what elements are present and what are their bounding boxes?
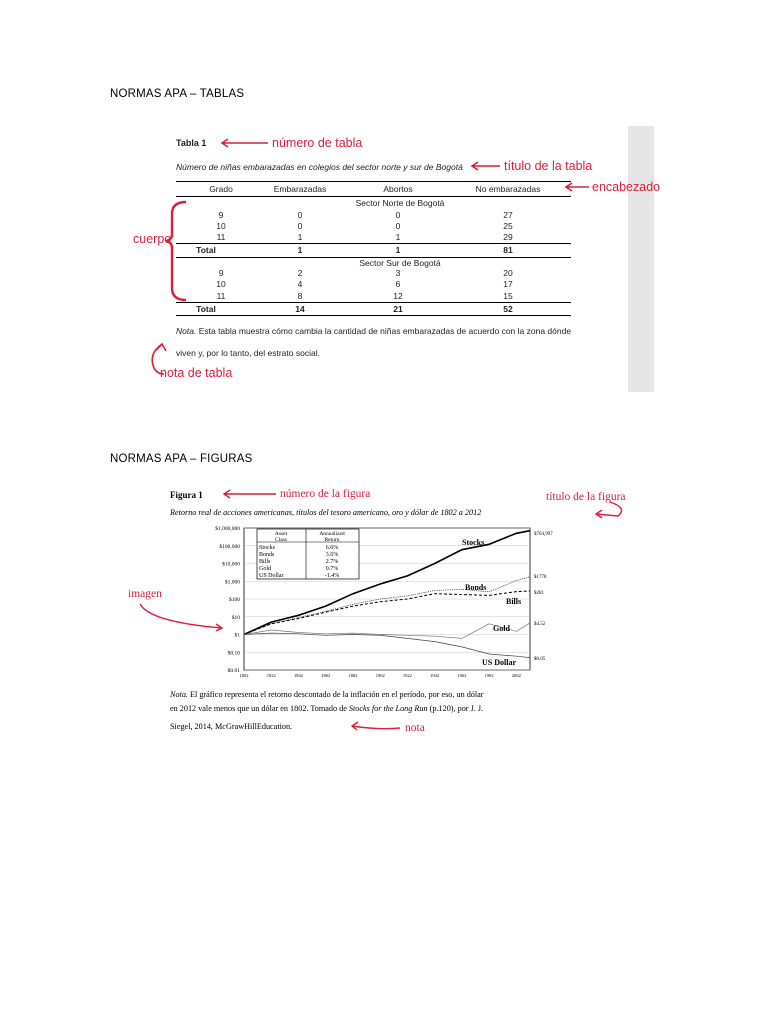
annotation-table-body: cuerpo	[133, 232, 172, 246]
annotation-figure-title: título de la figura	[546, 491, 626, 503]
note-text: Esta tabla muestra cómo cambia la cantidad de niñas embarazadas de acuerdo con la zona dónde	[198, 326, 572, 336]
x-tick-label: 1862	[321, 673, 331, 678]
arrow-left-icon	[224, 490, 276, 498]
table-cell: 1	[297, 232, 303, 242]
table-number: Tabla 1	[176, 138, 207, 148]
arrow-left-icon	[566, 183, 589, 191]
table-note-line2: viven y, por lo tanto, del estrato social.	[176, 348, 320, 358]
end-value: $0.05	[534, 657, 546, 662]
table-cell: 8	[297, 291, 303, 301]
annotation-table-header: encabezado	[592, 180, 661, 194]
note-label: Nota.	[176, 326, 197, 336]
table-cell: 4	[297, 279, 303, 289]
table-cell: 0	[297, 221, 303, 231]
arrow-left-icon	[472, 162, 500, 170]
table-cell: Total	[196, 245, 216, 255]
table-cell: Total	[196, 304, 216, 314]
series-label-stocks: Stocks	[462, 538, 485, 547]
table-annotation-arrows	[0, 0, 768, 420]
table-cell: 0	[297, 210, 303, 220]
series-label-usdollar: US Dollar	[482, 658, 516, 667]
section-title: Sector Norte de Bogotá	[355, 198, 445, 208]
annotation-table-note: nota de tabla	[160, 366, 233, 380]
legend-return: 0.7%	[325, 566, 339, 572]
x-tick-label: 1922	[402, 673, 412, 678]
y-tick-label: $0.10	[227, 650, 240, 657]
table-cell: 9	[218, 268, 224, 278]
series-label-bills: Bills	[506, 597, 522, 606]
table-cell: 15	[503, 291, 513, 301]
table-cell: 10	[216, 221, 226, 231]
y-tick-label: $1,000	[224, 579, 240, 586]
col-header: No embarazadas	[475, 184, 541, 194]
y-tick-label: $10	[231, 614, 240, 621]
table-cell: 3	[395, 268, 401, 278]
curved-arrow-icon	[140, 604, 222, 631]
figure-note-line3: Siegel, 2014, McGrawHillEducation.	[170, 722, 293, 731]
table-cell: 9	[218, 210, 224, 220]
y-tick-label: $1,000,000	[215, 526, 240, 532]
table-cell: 25	[503, 221, 513, 231]
y-tick-label: $100	[229, 597, 240, 603]
series-line-bonds	[244, 577, 530, 635]
table-cell: 21	[393, 304, 403, 314]
returns-legend-table	[257, 529, 359, 579]
x-tick-label: 1802	[239, 673, 249, 678]
heading-figures: NORMAS APA – FIGURAS	[110, 453, 253, 465]
x-tick-label: 1882	[348, 673, 358, 678]
annotation-table-title: título de la tabla	[504, 159, 593, 173]
legend-col1-line1: Asset	[274, 531, 288, 537]
figure-note-line1: Nota. El gráfico representa el retorno descontado de la inflación en el período, por eso, un dólar	[170, 690, 484, 699]
x-tick-label: 1942	[430, 673, 440, 678]
legend-asset: US Dollar	[259, 573, 284, 579]
table-cell: 52	[503, 304, 513, 314]
legend-asset: Stocks	[259, 545, 276, 551]
legend-col2-line2: Return	[324, 537, 340, 543]
col-header: Abortos	[383, 184, 413, 194]
annotation-figure-number: número de la figura	[280, 488, 371, 500]
legend-return: 3.6%	[325, 552, 339, 558]
end-value: $281	[534, 591, 544, 596]
figure-number: Figura 1	[170, 490, 203, 500]
curly-brace-icon	[166, 202, 186, 300]
table-title: Número de niñas embarazadas en colegios del sector norte y sur de Bogotá	[176, 162, 463, 172]
end-value: $1778	[534, 575, 547, 580]
legend-return: 6.6%	[325, 545, 339, 551]
table-cell: 1	[395, 245, 401, 255]
figure-block	[0, 480, 768, 750]
table-cell: 11	[216, 232, 226, 242]
x-tick-label: 2002	[511, 673, 521, 678]
table-cell: 1	[297, 245, 303, 255]
y-tick-label: $0.01	[227, 668, 240, 674]
end-value: $704,997	[534, 532, 553, 537]
x-tick-label: 1842	[293, 673, 303, 678]
curved-arrow-icon	[596, 502, 622, 518]
legend-asset: Gold	[259, 566, 271, 572]
arrow-left-icon	[222, 139, 268, 147]
table-cell: 81	[503, 245, 513, 255]
legend-col1-line2: Class	[275, 537, 287, 543]
section-title: Sector Sur de Bogotá	[359, 258, 441, 268]
legend-asset: Bills	[259, 559, 271, 565]
series-line-us-dollar	[244, 633, 530, 658]
heading-tables: NORMAS APA – TABLAS	[110, 88, 245, 100]
series-label-bonds: Bonds	[465, 583, 487, 592]
table-cell: 29	[503, 232, 513, 242]
end-value: $4.52	[534, 622, 546, 627]
table-cell: 0	[395, 210, 401, 220]
col-header: Grado	[209, 184, 233, 194]
y-tick-label: $100,000	[219, 543, 240, 550]
table-cell: 2	[297, 268, 303, 278]
table-cell: 12	[393, 291, 403, 301]
table-cell: 17	[503, 279, 513, 289]
annotation-figure-image: imagen	[128, 588, 162, 600]
figure-note-line2: en 2012 vale menos que un dólar en 1802. Tomado de Stocks for the Long Run (p.120), por J. J.	[170, 704, 484, 713]
series-line-bills	[244, 591, 530, 635]
table-cell: 1	[395, 232, 401, 242]
x-tick-label: 1822	[266, 673, 276, 678]
x-tick-label: 1982	[484, 673, 494, 678]
y-tick-label: $1	[234, 632, 240, 639]
table-cell: 20	[503, 268, 513, 278]
table-cell: 6	[395, 279, 401, 289]
y-tick-label: $10,000	[222, 561, 240, 568]
legend-return: 2.7%	[325, 559, 339, 565]
table-cell: 27	[503, 210, 513, 220]
x-tick-label: 1962	[457, 673, 467, 678]
table-cell: 14	[295, 304, 305, 314]
legend-col2-line1: Annualized	[319, 531, 345, 537]
legend-return: -1.4%	[324, 573, 340, 579]
col-header: Embarazadas	[273, 184, 327, 194]
annotation-figure-note: nota	[405, 722, 425, 734]
chart-area	[215, 525, 553, 678]
annotation-table-number: número de tabla	[272, 136, 363, 150]
table-cell: 10	[216, 279, 226, 289]
arrow-head-icon	[156, 344, 166, 351]
series-label-gold: Gold	[493, 624, 510, 633]
legend-asset: Bonds	[259, 552, 275, 558]
curved-arrow-icon	[352, 722, 400, 730]
table-cell: 0	[395, 221, 401, 231]
table-cell: 11	[216, 291, 226, 301]
x-tick-label: 1902	[375, 673, 385, 678]
figure-title: Retorno real de acciones americanas, títulos del tesoro americano, oro y dólar de 1802 a 2012	[170, 508, 482, 517]
